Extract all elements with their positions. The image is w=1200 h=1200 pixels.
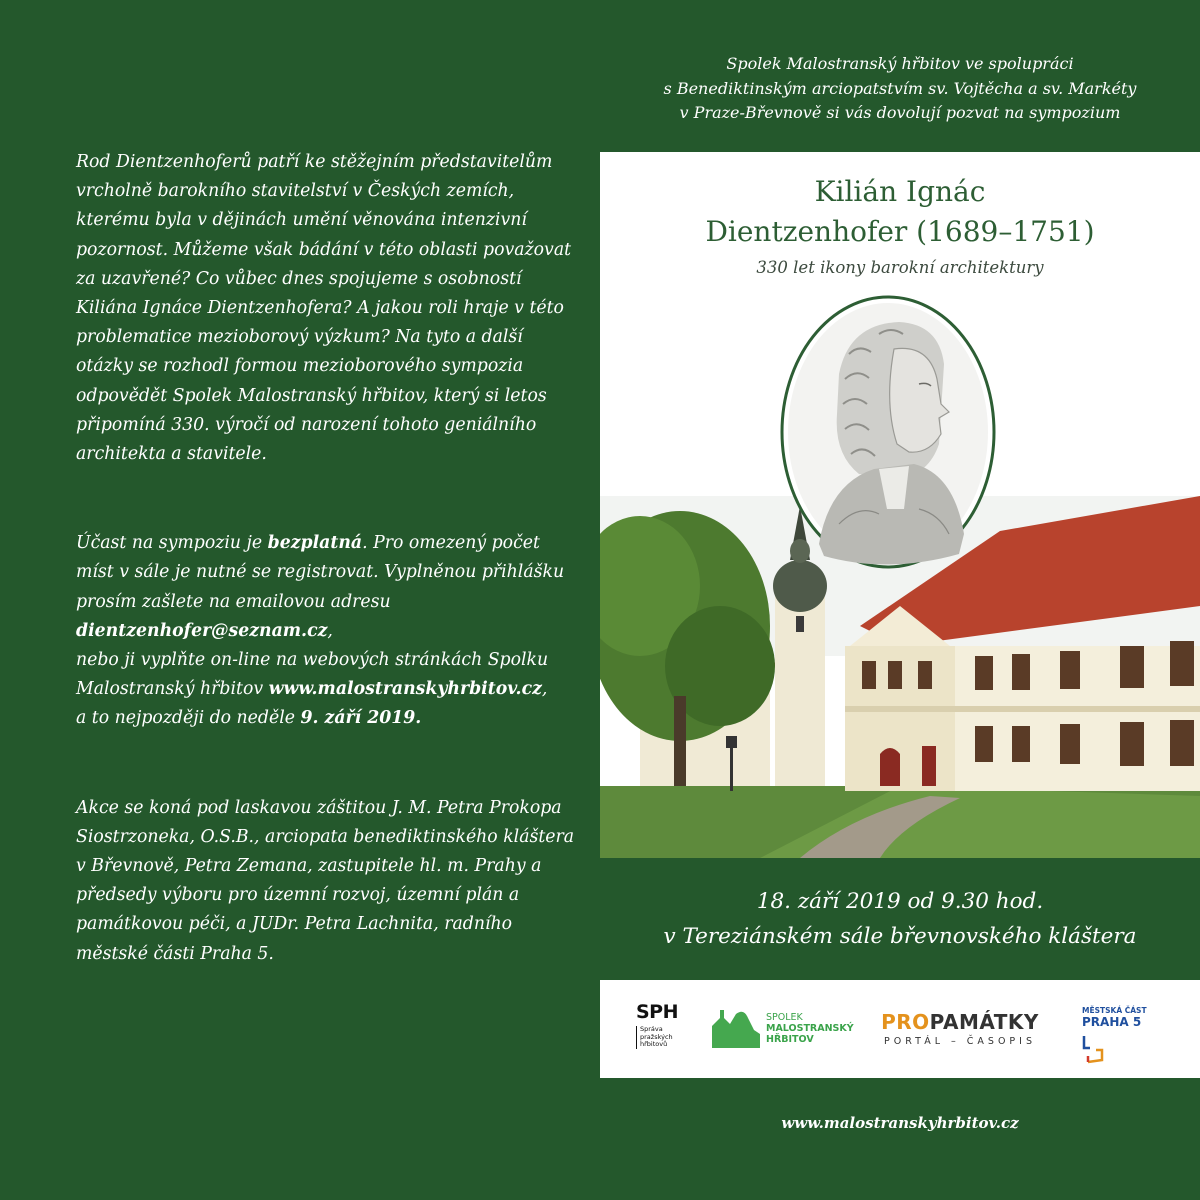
deadline-date: 9. září 2019. (300, 708, 422, 729)
registration-paragraph: Účast na sympoziu je bezplatná. Pro omezený počet míst v sále je nutné se registrovat. Vyplněnou přihlášku prosím zašlete na emailovou adresu dientzenhofer@seznam.cz, nebo ji vyplňte on-line na webových stránkách Spolku Malostranský hřbitov www.malostranskyhrbitov.cz, a to nejpozději do neděle 9. září 2019. (76, 533, 565, 729)
event-location: v Tereziánském sále břevnovského kláštera (663, 924, 1137, 949)
sph-logo: SPH Správa pražských hřbitovů (636, 1002, 696, 1062)
footer-website-link[interactable]: www.malostranskyhrbitov.cz (781, 1114, 1019, 1132)
propamatky-logo: PROPAMÁTKY PORTÁL – ČASOPIS (881, 1010, 1039, 1047)
email-address[interactable]: dientzenhofer@seznam.cz (76, 620, 328, 641)
event-date-location (600, 884, 1200, 954)
praha5-mark-icon (1082, 1034, 1106, 1064)
event-title: Kilián Ignác Dientzenhofer (1689–1751) (705, 175, 1095, 248)
event-date: 18. září 2019 od 9.30 hod. (756, 889, 1044, 914)
cover-panel (600, 152, 1200, 858)
free-highlight: bezplatná (267, 533, 363, 554)
praha5-logo: MĚSTSKÁ ČÁST PRAHA 5 (1082, 1006, 1152, 1066)
event-subtitle: 330 let ikony barokní architektury (756, 258, 1044, 277)
description-column (76, 148, 576, 969)
invitation-intro: Spolek Malostranský hřbitov ve spolupráci s Benediktinským arciopatstvím sv. Vojtěcha a sv. Markéty v Praze-Břevnově si vás dovolují pozvat na sympozium (663, 54, 1137, 122)
intro-paragraph: Rod Dientzenhoferů patří ke stěžejním představitelům vrcholně barokního stavitelství v Českých zemích, kterému byla v dějinách umění věnována intenzivní pozornost. Můžeme však bádání v této oblasti považovat za uzavřené? Co vůbec dnes spojujeme s osobností Kiliána Ignáce Dientzenhofera? A jakou roli hraje v této problematice mezioborový výzkum? Na tyto a další otázky se rozhodl formou mezioborového sympozia odpovědět Spolek Malostranský hřbitov, který si letos připomíná 330. výročí od narození tohoto geniálního architekta a stavitele. (76, 152, 572, 465)
tombstone-icon (710, 1004, 762, 1050)
website-link[interactable]: www.malostranskyhrbitov.cz (268, 679, 542, 700)
patronage-paragraph: Akce se koná pod laskavou záštitou J. M. Petra Prokopa Siostrzoneka, O.S.B., arciopata benediktinského kláštera v Břevnově, Petra Zemana, zastupitele hl. m. Prahy a předsedy výboru pro územní rozvoj, územní plán a památkovou péči, a JUDr. Petra Lachnita, radního městské části Praha 5. (76, 797, 575, 964)
partner-logos (600, 980, 1200, 1078)
spolek-logo: SPOLEK MALOSTRANSKÝ HŘBITOV (710, 1002, 870, 1054)
portrait-medallion (779, 294, 997, 570)
